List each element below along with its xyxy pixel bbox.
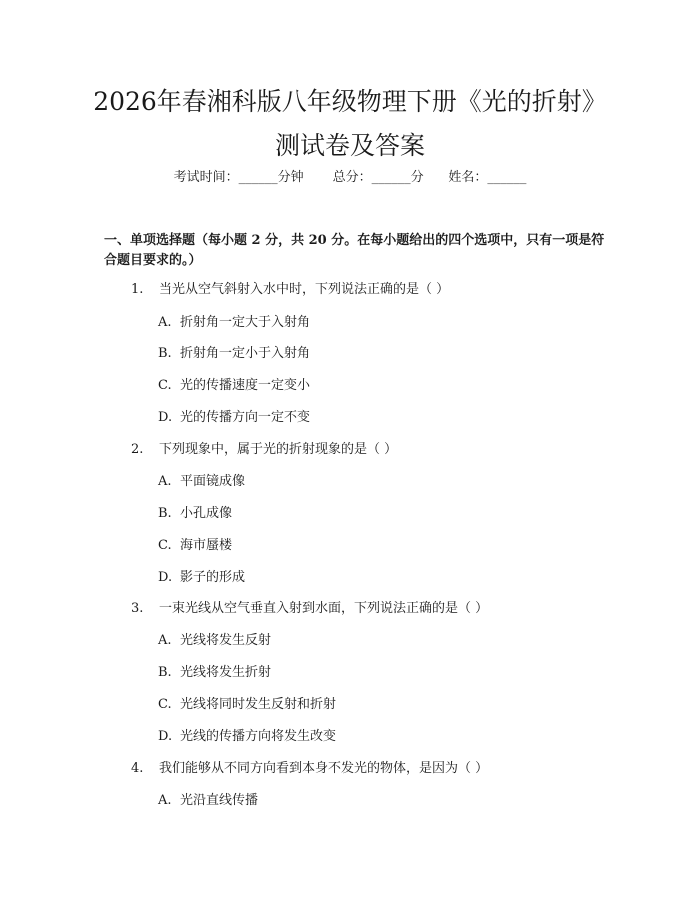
option-letter: A. — [158, 315, 172, 330]
question-2 — [131, 441, 397, 459]
question-1-option-c — [158, 377, 310, 395]
question-3-option-d — [158, 728, 336, 746]
exam-time-field: 考试时间：______分钟 — [173, 170, 304, 185]
question-2-option-a — [158, 473, 245, 491]
option-letter: B. — [158, 665, 172, 680]
option-text: 小孔成像 — [180, 506, 233, 521]
question-2-option-c — [158, 537, 232, 555]
question-1 — [131, 281, 449, 299]
option-letter: A. — [158, 474, 172, 489]
option-text: 光线的传播方向将发生改变 — [180, 729, 337, 744]
option-letter: A. — [158, 793, 172, 808]
document-title: 2026年春湘科版八年级物理下册《光的折射》测试卷及答案 — [93, 87, 607, 160]
option-letter: B. — [158, 506, 172, 521]
option-text: 影子的形成 — [180, 570, 246, 585]
question-4 — [131, 760, 488, 778]
question-number: 3. — [131, 601, 144, 616]
question-number: 2. — [131, 442, 144, 457]
question-3-option-b — [158, 664, 271, 682]
question-3-option-c — [158, 696, 336, 714]
question-text: 一束光线从空气垂直入射到水面，下列说法正确的是（ ） — [159, 601, 489, 616]
option-letter: D. — [158, 570, 173, 585]
option-letter: C. — [158, 697, 172, 712]
option-letter: C. — [158, 538, 172, 553]
question-text: 下列现象中，属于光的折射现象的是（ ） — [159, 442, 398, 457]
option-text: 光线将同时发生反射和折射 — [180, 697, 337, 712]
option-letter: D. — [158, 410, 173, 425]
option-text: 折射角一定大于入射角 — [180, 315, 311, 330]
option-text: 光的传播方向一定不变 — [180, 410, 311, 425]
option-text: 平面镜成像 — [180, 474, 246, 489]
option-text: 光的传播速度一定变小 — [180, 378, 311, 393]
question-number: 1. — [131, 282, 144, 297]
option-letter: B. — [158, 346, 172, 361]
question-1-option-d — [158, 409, 310, 427]
question-1-option-b — [158, 345, 310, 363]
option-text: 光沿直线传播 — [180, 793, 259, 808]
question-text: 当光从空气斜射入水中时，下列说法正确的是（ ） — [159, 282, 450, 297]
question-4-option-a — [158, 792, 258, 810]
option-text: 光线将发生反射 — [180, 633, 272, 648]
exam-info-line — [0, 169, 700, 187]
question-2-option-b — [158, 505, 232, 523]
question-3-option-a — [158, 632, 271, 650]
section-heading: 一、单项选择题（每小题 2 分，共 20 分。在每小题给出的四个选项中，只有一项是符合题目要求的。） — [104, 233, 605, 268]
question-number: 4. — [131, 761, 144, 776]
question-text: 我们能够从不同方向看到本身不发光的物体，是因为（ ） — [159, 761, 489, 776]
option-text: 折射角一定小于入射角 — [180, 346, 311, 361]
option-letter: D. — [158, 729, 173, 744]
question-1-option-a — [158, 314, 310, 332]
total-score-field: 总分：______分 — [332, 170, 424, 185]
question-3 — [131, 600, 488, 618]
option-letter: C. — [158, 378, 172, 393]
question-2-option-d — [158, 569, 245, 587]
student-name-field: 姓名：______ — [448, 170, 527, 185]
option-text: 海市蜃楼 — [180, 538, 233, 553]
option-text: 光线将发生折射 — [180, 665, 272, 680]
option-letter: A. — [158, 633, 172, 648]
